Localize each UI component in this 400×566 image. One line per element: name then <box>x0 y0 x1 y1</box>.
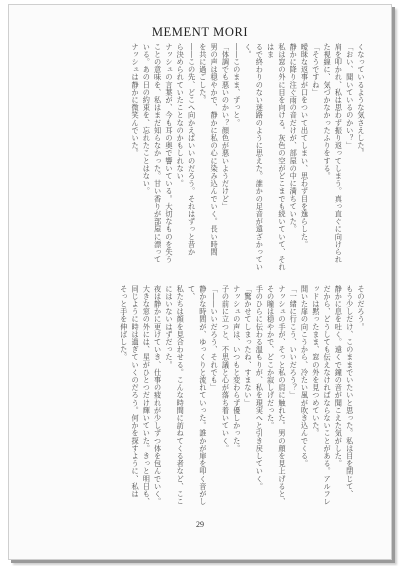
text-line: 静かに降り注ぐ雨の音だけが、部屋の中に満ちていた。 <box>289 43 299 233</box>
text-line: ことの意味を、私はまだ知らなかった。甘い香りが部屋に漂って <box>153 43 163 264</box>
text-line: 開いた扉の向こうから、冷たい風が吹き込んでくる。 <box>300 285 310 468</box>
text-line: ナッシュの手が、そっと私の肩に触れた。男の顔を見上げると、 <box>277 285 287 506</box>
text-line: を共に過ごした。 <box>198 43 208 104</box>
text-line: 私たちは顔を見合わせる。こんな時間に訪ねてくる者など、ここ <box>176 285 186 506</box>
text-line: もう少しだけ、このままでいたいと思った。私は目を閉じて、 <box>345 285 355 498</box>
text-line: るで終わりのない迷路のように思えた。誰かの足音が遠ざかっていく。 <box>244 43 265 271</box>
text-line: 手のひらに伝わる温もりが、私を現実へと引き戻していく。 <box>255 285 265 491</box>
text-line: 肩を叩かれ、私は思わず振り返ってしまう。真っ直ぐに向けられ <box>334 43 344 264</box>
text-line: ――このまま、ずっと。 <box>232 43 242 127</box>
text-line: ナッシュの言葉が、今も耳の奥で響いている。大切なものを失う <box>164 43 174 264</box>
text-line: 夜は静かに更けていき、仕事の疲れが少しずつ体を包んでいく。 <box>153 285 163 506</box>
text-line: くなっているような気さえした。 <box>357 43 366 157</box>
lower-text-block <box>45 285 367 507</box>
text-line: ナッシュは静かに微笑んでいた。 <box>131 43 141 157</box>
text-line: そっと手を伸ばした。 <box>119 285 129 361</box>
text-line: 子の前に立つと、不思議と心が落ち着いていく。 <box>221 285 231 453</box>
text-line: 「一緒に行こう、いいだろう？」 <box>289 285 299 399</box>
text-line: 「おい、聞いているのかい？」 <box>345 43 355 150</box>
text-line: いる。あの日の約束を、忘れたことはない。 <box>142 43 152 195</box>
text-line: だから、どうしても伝えなければならないことがある。アルフレ <box>323 285 333 506</box>
text-line: 「体調でも悪いのかい？顔色が悪いようだけど」 <box>221 43 231 211</box>
text-line: 大きな窓の外には、星がひとつだけ輝いていた。きっと明日も、 <box>142 285 152 506</box>
text-line: ら決められていたことなのかもしれない。 <box>176 43 186 188</box>
page-number: 29 <box>196 520 204 529</box>
text-line: 「驚かせてしまったね、すまない」 <box>244 285 254 407</box>
text-line: ――この先、どこへ向かえばいいのだろう。それはずっと昔か <box>187 43 197 256</box>
text-line: ッドは黙ったまま、窓の外を見つめていた。 <box>311 285 321 437</box>
text-line: 曖昧な返事が口をついて出てしまい、思わず目を逸らした。 <box>300 43 310 249</box>
running-header: MEMENT MORI <box>151 25 249 39</box>
text-line: 「――いいだろう、それでも」 <box>210 285 220 392</box>
text-line: にはいないはずだった。 <box>164 285 174 369</box>
text-line: その瞳は穏やかで、どこか寂しげだった。 <box>266 285 276 430</box>
text-line: た視線に、気づかなかったふりをする。 <box>323 43 333 180</box>
text-line: 静かな時間が、ゆっくりと流れていった。誰かが扉を叩く音がして、 <box>187 285 208 506</box>
text-line: 静かに息を吐く。遠くで鐘の音が聞こえた気がした。 <box>334 285 344 468</box>
text-line: 私は窓の外に目を向ける。灰色の空がどこまでも続いていて、それはま <box>266 43 287 271</box>
text-line: ナッシュの声は、いつもと変わらず優しかった。 <box>232 285 242 453</box>
text-line: そのだろう。 <box>357 285 366 331</box>
text-line: 「そうですね」 <box>311 43 321 97</box>
text-line: 男の声は穏やかで、静かに私の心に染み込んでいく。長い時間 <box>210 43 220 256</box>
book-page <box>8 4 392 560</box>
text-line: 同じように時は過ぎていくのだろう。何かを探すように、私は <box>131 285 141 498</box>
upper-text-block <box>45 43 367 275</box>
